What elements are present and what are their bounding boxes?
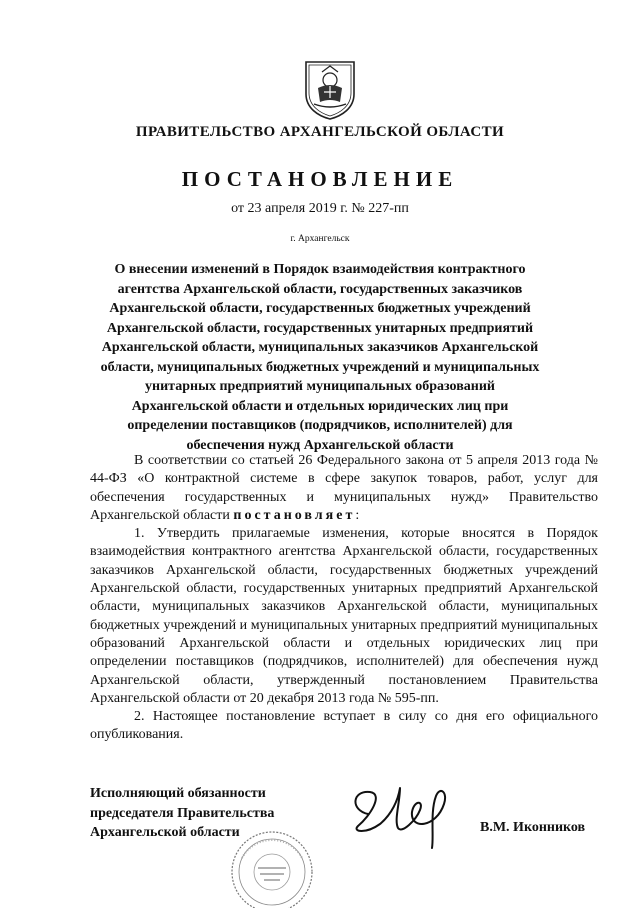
handwritten-signature-icon [340,770,480,850]
item-2-paragraph: 2. Настоящее постановление вступает в силу со дня его официального опубликования. [90,709,598,743]
item-1-paragraph: 1. Утвердить прилагаемые изменения, которые вносятся в Порядок взаимодействия контрактного агентства Архангельской области, государственных заказчиков Архангельской области, государственных бюджетных учреждений Архангельской области, государственных унитарных предприятий Архангельской области, муниципальных заказчиков Архангельской области, муниципальных бюджетных учреждений и муниципальных унитарных предприятий муниципальных образований Архангельской области и отдельных юридических лиц при определении поставщиков (подрядчиков, исполнителей) для обеспечения нужд Архангельской области, утвержденный постановлением Правительства Архангельской области от 20 декабря 2013 года № 595-пп. [90,526,598,706]
signatory-name: В.М. Иконников [480,820,586,835]
document-type: ПОСТАНОВЛЕНИЕ [181,167,459,191]
decree-city: г. Архангельск [290,234,350,244]
position-line-1: Исполняющий обязанности [90,786,266,801]
preamble-paragraph [90,452,598,525]
position-line-2: председателя Правительства [90,805,275,821]
decree-date-number: от 23 апреля 2019 г. № 227-пп [231,201,409,216]
coat-of-arms-icon [300,58,360,120]
preamble-text: В соответствии со статьей 26 Федерального закона от 5 апреля 2013 года № 44-ФЗ «О контрактной системе в сфере закупок товаров, работ, услуг для обеспечения государственных и муниципальных нужд» Правительство Архангельской области [90,453,598,523]
government-name: ПРАВИТЕЛЬСТВО АРХАНГЕЛЬСКОЙ ОБЛАСТИ [135,124,505,140]
decree-title: О внесении изменений в Порядок взаимодействия контрактного агентства Архангельской области, государственных заказчиков Архангельской области, государственных бюджетных учреждений Архангельской области, государственных унитарных предприятий Архангельской области, муниципальных заказчиков Архангельской области, муниципальных бюджетных учреждений и муниципальных унитарных предприятий муниципальных образований Архангельской области и отдельных юридических лиц при определении поставщиков (подрядчиков, исполнителей) для обеспечения нужд Архангельской области [100,262,540,453]
decree-body [90,452,598,745]
resolves-word: постановляет [233,507,356,523]
position-line-3: Архангельской области [90,825,240,840]
resolves-suffix: : [355,507,360,523]
round-seal-stamp-icon [228,828,316,908]
